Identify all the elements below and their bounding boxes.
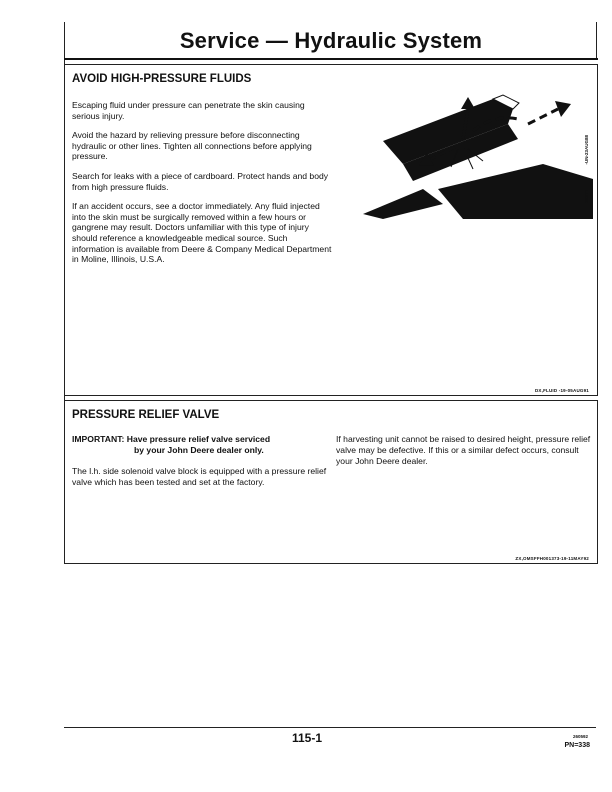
corner-code: 260592 <box>572 734 588 739</box>
paragraph: Search for leaks with a piece of cardboard. Protect hands and body from high pressure fluids. <box>72 170 329 192</box>
section-footer-code: DX,FLUID -19-05AUG91 <box>534 388 589 393</box>
important-continuation: by your John Deere dealer only. <box>134 445 264 455</box>
section-body <box>72 100 332 274</box>
page-number: 115-1 <box>292 731 323 745</box>
important-note <box>72 434 327 488</box>
paragraph: If harvesting unit cannot be raised to desired height, pressure relief valve may be defective. If this or a similar defect occurs, consult your John Deere dealer. <box>336 434 591 466</box>
paragraph: Escaping fluid under pressure can penetrate the skin causing serious injury. <box>72 100 305 121</box>
high-pressure-fluid-illustration <box>343 69 593 219</box>
section-pressure-relief-valve <box>64 400 598 564</box>
paragraph: The l.h. side solenoid valve block is equipped with a pressure relief valve which has been tested and set at the factory. <box>72 466 327 487</box>
section-heading: AVOID HIGH-PRESSURE FLUIDS <box>72 73 252 85</box>
title-rule <box>64 58 598 60</box>
section-heading: PRESSURE RELIEF VALVE <box>72 409 220 421</box>
page-title: Service — Hydraulic System <box>179 28 483 53</box>
paragraph: Avoid the hazard by relieving pressure before disconnecting hydraulic or other lines. Tighten all connections before applying pressure. <box>72 130 312 162</box>
paragraph: If an accident occurs, see a doctor immediately. Any fluid injected into the skin must be surgically removed within a few hours or gangrene may result. Doctors unfamiliar with this type of injury should reference a knowledgeable medical source. Such information is available from Deere & Company Medical Department in Moline, Illinois, U.S.A. <box>72 201 332 265</box>
important-label: IMPORTANT: Have pressure relief valve serviced <box>72 434 271 444</box>
footer-rule <box>64 727 596 728</box>
section-footer-code: ZX,OMSFFH001373-19-11MAY92 <box>515 556 589 561</box>
illustration-code: -UN-23AUG88 <box>584 135 589 165</box>
illustration-code: X9811 <box>584 190 589 203</box>
pn-code: PN=338 <box>564 742 590 749</box>
section-avoid-high-pressure-fluids <box>64 64 598 396</box>
